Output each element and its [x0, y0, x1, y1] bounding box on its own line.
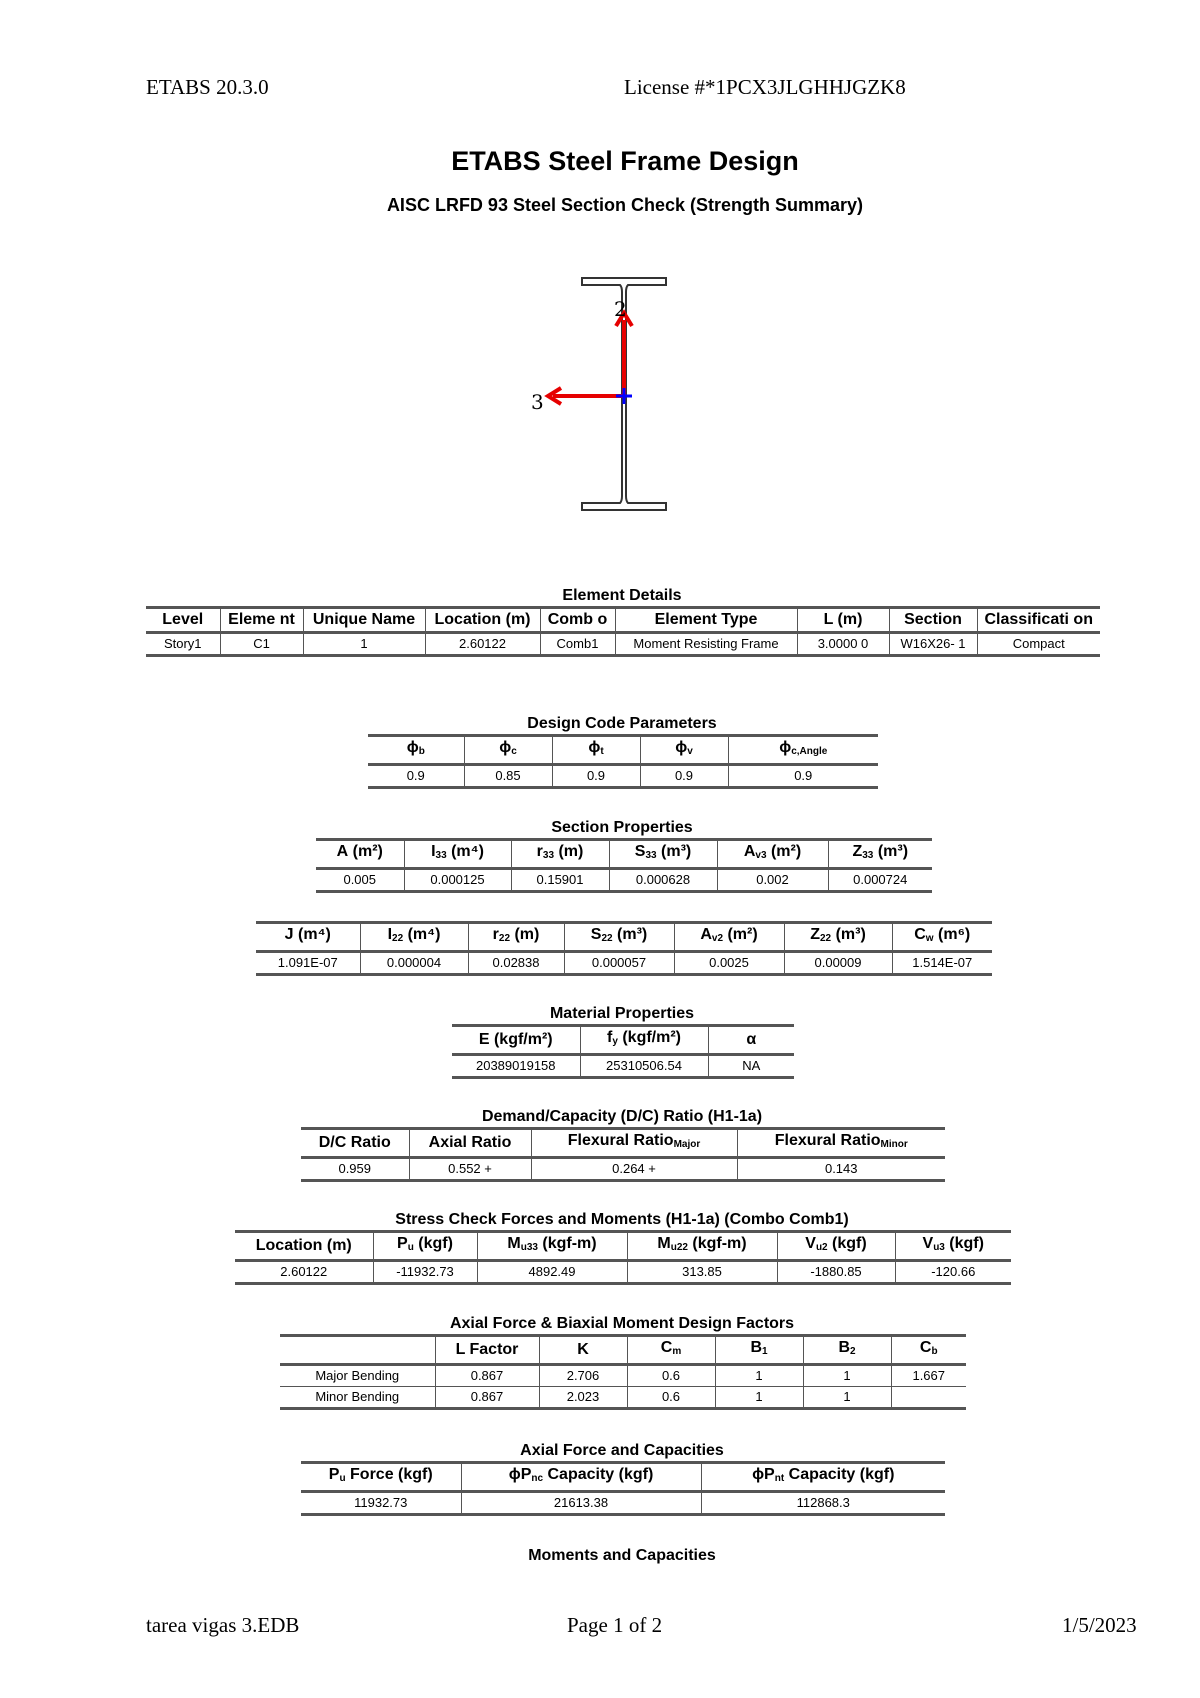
header-cell: $C_m$ — [627, 1336, 715, 1365]
dc-ratio-table — [301, 1127, 945, 1182]
axial-capacities-title: Axial Force and Capacities — [520, 1442, 724, 1459]
header-cell: $\phi P_{nt}$ Capacity (kgf) — [701, 1463, 945, 1492]
section-diagram — [0, 0, 1200, 540]
header-cell: $P_u$ Force (kgf) — [301, 1463, 461, 1492]
cell — [891, 1387, 966, 1409]
axis-2-label: 2 — [614, 297, 627, 321]
cell: 1 — [803, 1365, 891, 1387]
header-cell: L (m) — [797, 608, 889, 633]
cell: 0.000057 — [564, 952, 674, 975]
header-cell: $M_{u22}$ (kgf-m) — [627, 1232, 777, 1261]
header-cell: α — [708, 1026, 794, 1055]
cell: 21613.38 — [461, 1492, 701, 1515]
cell: 1 — [715, 1365, 803, 1387]
cell: C1 — [220, 633, 303, 656]
report-subtitle: AISC LRFD 93 Steel Section Check (Strength Summary) — [386, 195, 864, 215]
section-properties-table-2 — [256, 921, 992, 976]
cell: 0.005 — [316, 869, 404, 892]
header-cell: $\phi P_{nc}$ Capacity (kgf) — [461, 1463, 701, 1492]
cell: 1 — [303, 633, 425, 656]
header-cell: $A_{v3}$ (m²) — [717, 840, 828, 869]
header-cell: $M_{u33}$ (kgf-m) — [477, 1232, 627, 1261]
cell: 0.000724 — [828, 869, 932, 892]
header-cell: E (kgf/m²) — [452, 1026, 580, 1055]
header-cell: $S_{33}$ (m³) — [609, 840, 717, 869]
header-cell: $A_{v2}$ (m²) — [674, 923, 784, 952]
design-code-table — [368, 734, 878, 789]
header-cell: $S_{22}$ (m³) — [564, 923, 674, 952]
header-cell: Unique Name — [303, 608, 425, 633]
stress-check-title: Stress Check Forces and Moments (H1-1a) (Combo Comb1) — [395, 1211, 849, 1228]
cell: 313.85 — [627, 1261, 777, 1284]
cell: 0.552 + — [409, 1158, 531, 1181]
row-label: Major Bending — [280, 1365, 435, 1387]
cell: 0.867 — [435, 1387, 539, 1409]
header-cell: Level — [146, 608, 220, 633]
element-details-table — [146, 606, 1100, 657]
header-cell: $C_w$ (m⁶) — [892, 923, 992, 952]
header-cell: $B_2$ — [803, 1336, 891, 1365]
cell: 11932.73 — [301, 1492, 461, 1515]
header-cell: Flexural Ratio$_{Major}$ — [531, 1129, 737, 1158]
cell: 0.00009 — [784, 952, 892, 975]
material-properties-title: Material Properties — [549, 1005, 695, 1022]
cell: 0.9 — [368, 765, 464, 788]
table-row — [452, 1055, 794, 1078]
table-row — [316, 869, 932, 892]
cell: 4892.49 — [477, 1261, 627, 1284]
header-cell: $r_{22}$ (m) — [468, 923, 564, 952]
element-details-title: Element Details — [562, 587, 682, 604]
header-cell: $Z_{22}$ (m³) — [784, 923, 892, 952]
table-row — [280, 1387, 966, 1409]
table-row — [235, 1261, 1011, 1284]
cell: 0.867 — [435, 1365, 539, 1387]
header-cell: $V_{u3}$ (kgf) — [895, 1232, 1011, 1261]
page-number: Page 1 of 2 — [567, 1613, 663, 1637]
cell: -1880.85 — [777, 1261, 895, 1284]
cell: 112868.3 — [701, 1492, 945, 1515]
report-date: 1/5/2023 — [1062, 1613, 1137, 1637]
header-cell: D/C Ratio — [301, 1129, 409, 1158]
stress-check-table — [235, 1230, 1011, 1285]
cell: 0.9 — [552, 765, 640, 788]
header-cell: Classificati on — [977, 608, 1100, 633]
cell: 2.60122 — [425, 633, 540, 656]
header-cell: $\phi_t$ — [552, 736, 640, 765]
software-version: ETABS 20.3.0 — [146, 75, 269, 99]
header-cell: K — [539, 1336, 627, 1365]
axis-3-label: 3 — [531, 390, 544, 414]
cell: 1.514E-07 — [892, 952, 992, 975]
cell: 0.85 — [464, 765, 552, 788]
header-cell — [280, 1336, 435, 1365]
axial-capacities-table — [301, 1461, 945, 1516]
design-code-title: Design Code Parameters — [527, 715, 717, 732]
report-title: ETABS Steel Frame Design — [451, 146, 799, 176]
cell: 2.023 — [539, 1387, 627, 1409]
cell: Comb1 — [540, 633, 615, 656]
table-row — [280, 1365, 966, 1387]
dc-ratio-title: Demand/Capacity (D/C) Ratio (H1-1a) — [481, 1108, 763, 1125]
material-properties-table — [452, 1024, 794, 1079]
cell: 0.6 — [627, 1387, 715, 1409]
cell: 0.9 — [640, 765, 728, 788]
header-cell: $I_{22}$ (m⁴) — [360, 923, 468, 952]
cell: 0.000628 — [609, 869, 717, 892]
cell: 1.667 — [891, 1365, 966, 1387]
table-row — [301, 1158, 945, 1181]
header-cell: $P_u$ (kgf) — [373, 1232, 477, 1261]
cell: 0.000004 — [360, 952, 468, 975]
header-cell: A (m²) — [316, 840, 404, 869]
file-name: tarea vigas 3.EDB — [146, 1613, 300, 1637]
row-label: Minor Bending — [280, 1387, 435, 1409]
cell: 0.9 — [728, 765, 878, 788]
table-row — [301, 1492, 945, 1515]
cell: 3.0000 0 — [797, 633, 889, 656]
header-cell: Comb o — [540, 608, 615, 633]
header-cell: $Z_{33}$ (m³) — [828, 840, 932, 869]
cell: 0.264 + — [531, 1158, 737, 1181]
header-cell: $\phi_{c,Angle}$ — [728, 736, 878, 765]
cell: 1.091E-07 — [256, 952, 360, 975]
section-properties-table-1 — [316, 838, 932, 893]
header-cell: $r_{33}$ (m) — [511, 840, 609, 869]
design-factors-table — [280, 1334, 966, 1410]
header-cell: Section — [889, 608, 977, 633]
section-properties-title: Section Properties — [551, 819, 693, 836]
header-cell: $C_b$ — [891, 1336, 966, 1365]
header-cell: Location (m) — [235, 1232, 373, 1261]
header-cell: Element Type — [615, 608, 797, 633]
header-cell: $\phi_b$ — [368, 736, 464, 765]
cell: 20389019158 — [452, 1055, 580, 1078]
cell: 0.000125 — [404, 869, 511, 892]
cell: 0.6 — [627, 1365, 715, 1387]
cell: Compact — [977, 633, 1100, 656]
cell: W16X26- 1 — [889, 633, 977, 656]
cell: -120.66 — [895, 1261, 1011, 1284]
header-cell: $\phi_v$ — [640, 736, 728, 765]
cell: 1 — [715, 1387, 803, 1409]
header-cell: J (m⁴) — [256, 923, 360, 952]
moments-capacities-title: Moments and Capacities — [528, 1547, 716, 1564]
table-row — [256, 952, 992, 975]
cell: 0.0025 — [674, 952, 784, 975]
cell: 0.959 — [301, 1158, 409, 1181]
cell: 1 — [803, 1387, 891, 1409]
cell: 0.002 — [717, 869, 828, 892]
cell: -11932.73 — [373, 1261, 477, 1284]
cell: 0.02838 — [468, 952, 564, 975]
header-cell: Flexural Ratio$_{Minor}$ — [737, 1129, 945, 1158]
cell: 2.60122 — [235, 1261, 373, 1284]
header-cell: $B_1$ — [715, 1336, 803, 1365]
header-cell: Axial Ratio — [409, 1129, 531, 1158]
table-row — [368, 765, 878, 788]
header-cell: $V_{u2}$ (kgf) — [777, 1232, 895, 1261]
header-cell: $I_{33}$ (m⁴) — [404, 840, 511, 869]
cell: 0.143 — [737, 1158, 945, 1181]
cell: 25310506.54 — [580, 1055, 708, 1078]
header-cell: Location (m) — [425, 608, 540, 633]
cell: Moment Resisting Frame — [615, 633, 797, 656]
design-factors-title: Axial Force & Biaxial Moment Design Factors — [449, 1315, 795, 1332]
cell: Story1 — [146, 633, 220, 656]
cell: 0.15901 — [511, 869, 609, 892]
header-cell: Eleme nt — [220, 608, 303, 633]
table-row — [146, 633, 1100, 656]
license-number: License #*1PCX3JLGHHJGZK8 — [624, 75, 906, 99]
cell: NA — [708, 1055, 794, 1078]
header-cell: $\phi_c$ — [464, 736, 552, 765]
cell: 2.706 — [539, 1365, 627, 1387]
header-cell: L Factor — [435, 1336, 539, 1365]
header-cell: $f_y$ (kgf/m²) — [580, 1026, 708, 1055]
